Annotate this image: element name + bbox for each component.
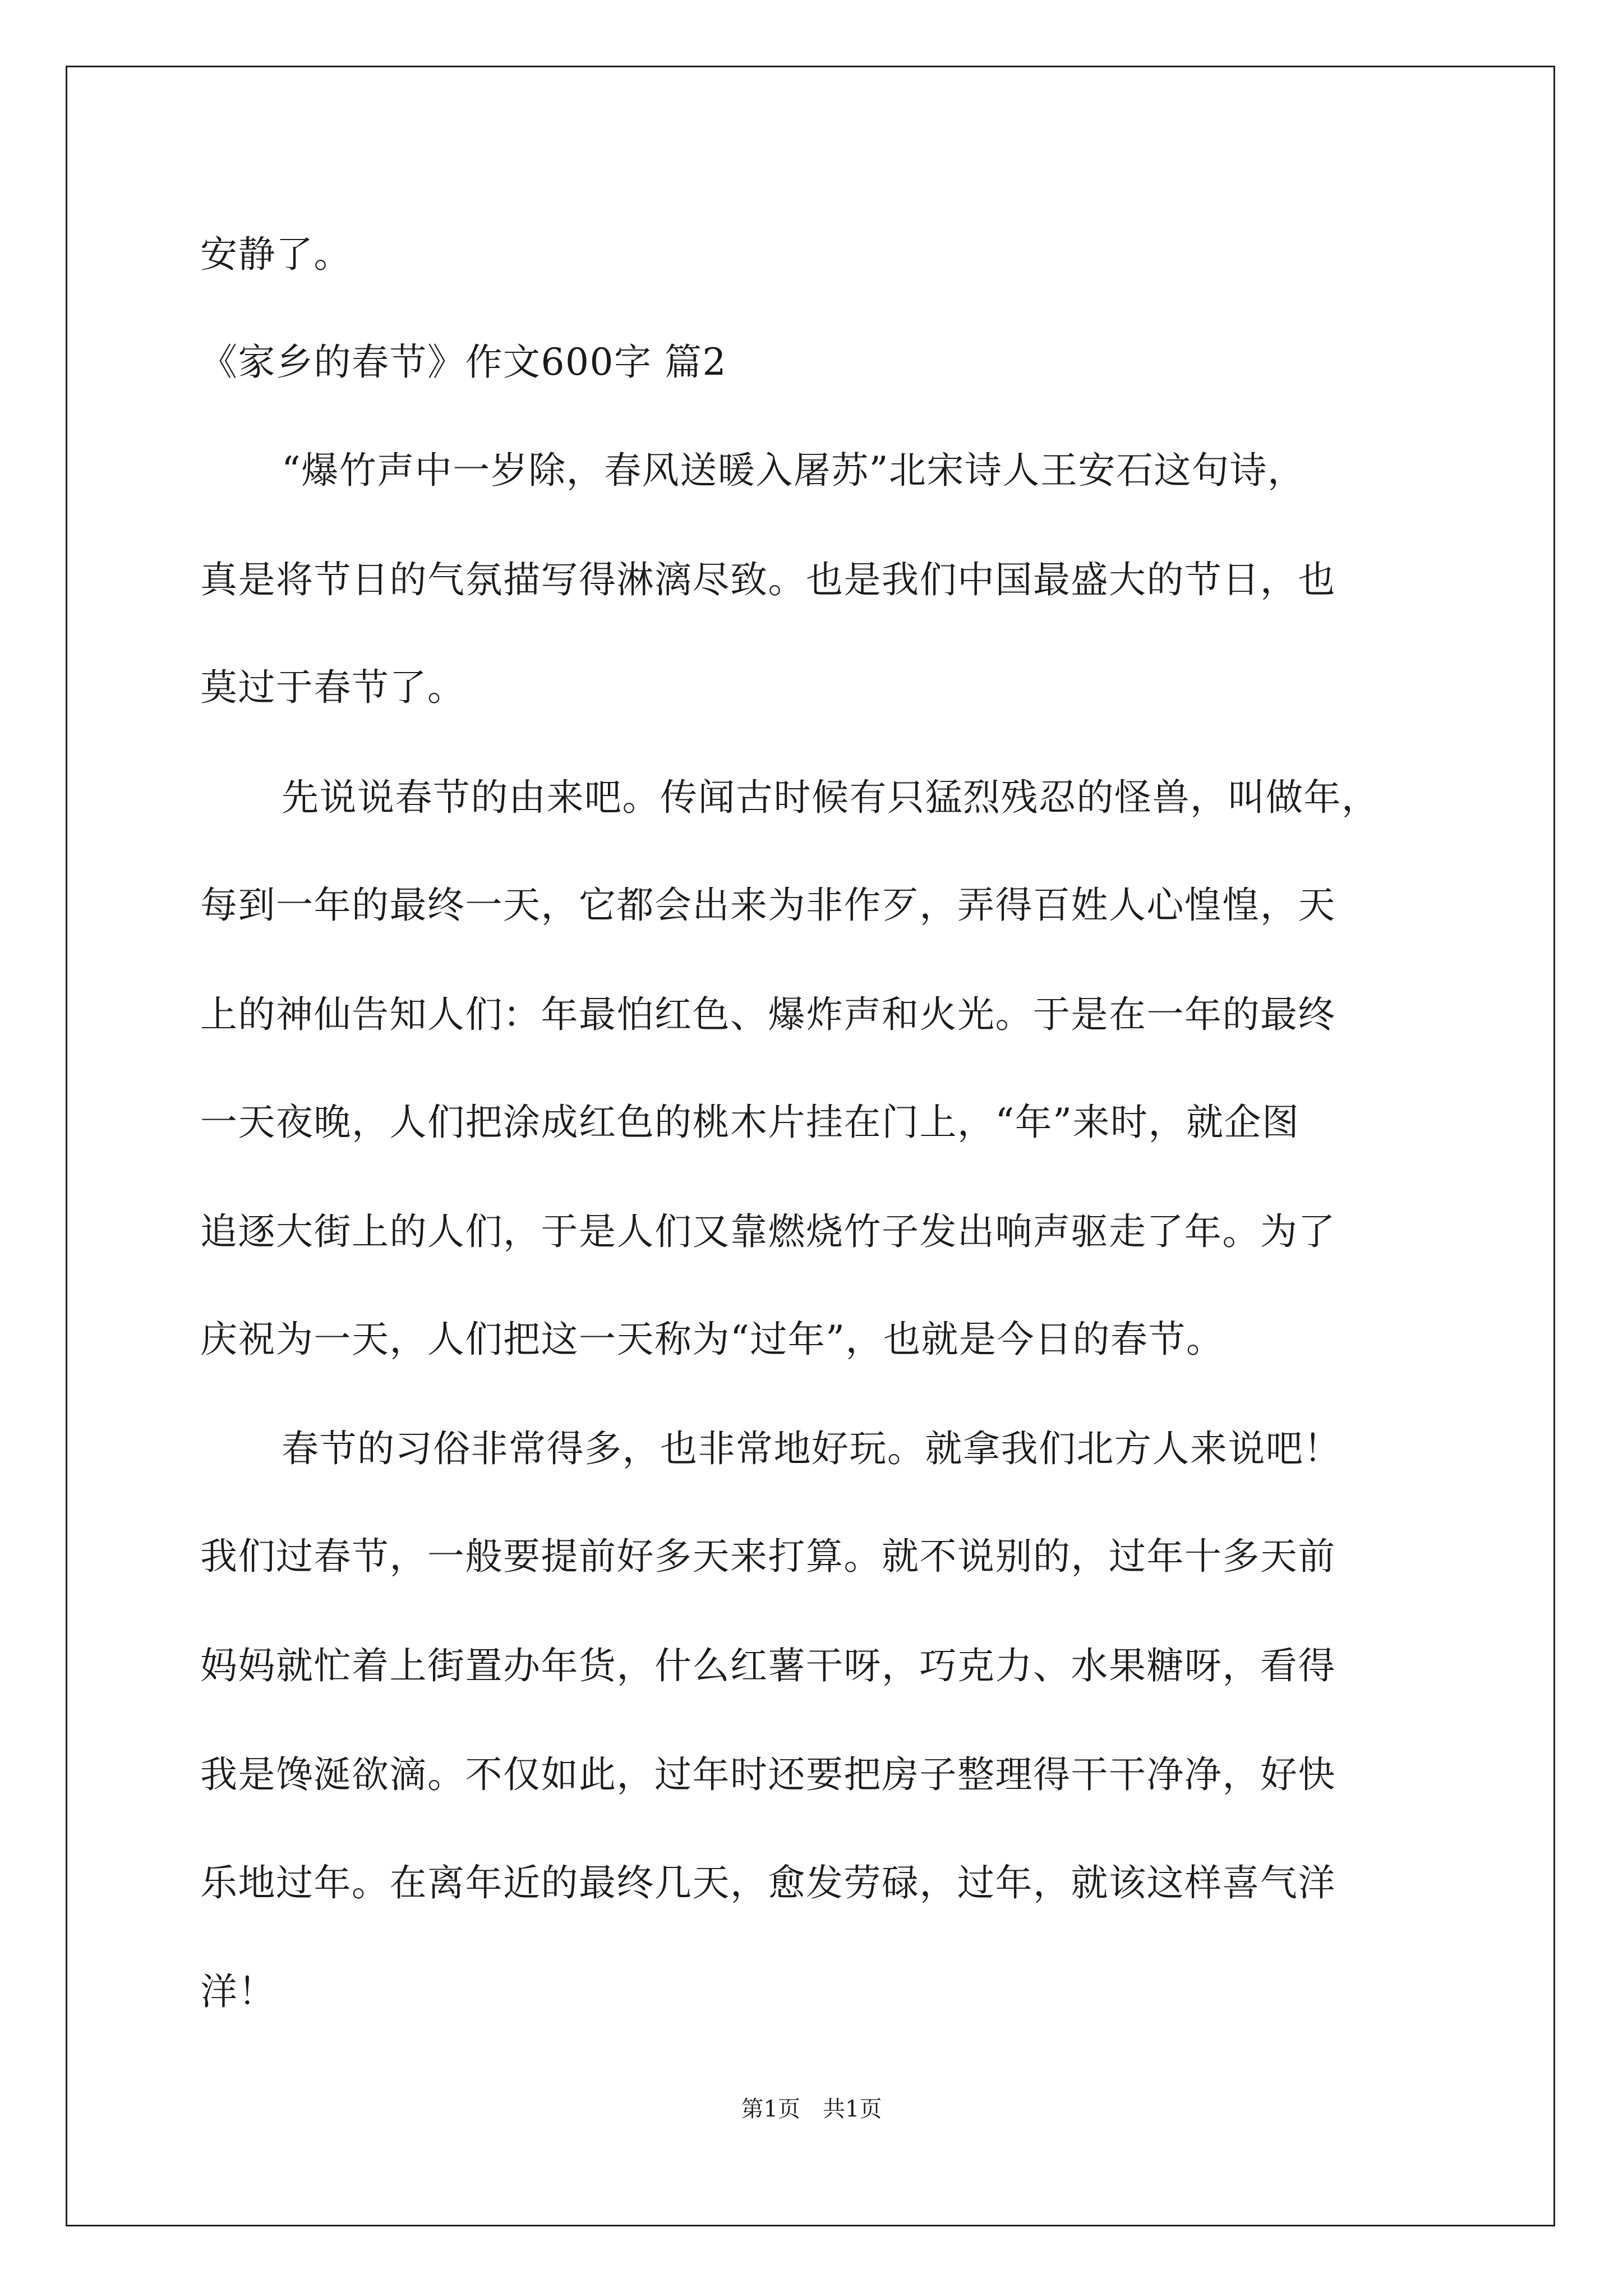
text-line: 洋！ [200, 1970, 276, 2013]
text-line: “爆竹声中一岁除，春风送暖入屠苏”北宋诗人王安石这句诗， [282, 449, 1306, 492]
text-line: 乐地过年。在离年近的最终几天，愈发劳碌，过年，就该这样喜气洋 [200, 1861, 1336, 1904]
text-line: 我是馋涎欲滴。不仅如此，过年时还要把房子整理得干干净净，好快 [200, 1753, 1336, 1796]
text-line: 春节的习俗非常得多，也非常地好玩。就拿我们北方人来说吧！ [282, 1427, 1341, 1470]
text-line: 我们过春节，一般要提前好多天来打算。就不说别的，过年十多天前 [200, 1535, 1336, 1578]
text-line: 莫过于春节了。 [200, 666, 465, 709]
text-line: 上的神仙告知人们：年最怕红色、爆炸声和火光。于是在一年的最终 [200, 993, 1336, 1036]
section-heading: 《家乡的春节》作文600字 篇2 [200, 341, 727, 384]
page-footer: 第1页 共1页 [741, 2096, 882, 2122]
text-line: 安静了。 [200, 233, 352, 276]
text-line: 一天夜晚，人们把涂成红色的桃木片挂在门上，“年”来时，就企图 [200, 1101, 1300, 1144]
text-line: 追逐大街上的人们，于是人们又靠燃烧竹子发出响声驱走了年。为了 [200, 1210, 1336, 1253]
text-line: 先说说春节的由来吧。传闻古时候有只猛烈残忍的怪兽，叫做年， [282, 776, 1380, 819]
text-line: 妈妈就忙着上街置办年货，什么红薯干呀，巧克力、水果糖呀，看得 [200, 1644, 1336, 1687]
text-line: 真是将节日的气氛描写得淋漓尽致。也是我们中国最盛大的节日，也 [200, 558, 1336, 601]
text-line: 每到一年的最终一天，它都会出来为非作歹，弄得百姓人心惶惶，天 [200, 884, 1336, 927]
text-line: 庆祝为一天，人们把这一天称为“过年”，也就是今日的春节。 [200, 1318, 1224, 1361]
